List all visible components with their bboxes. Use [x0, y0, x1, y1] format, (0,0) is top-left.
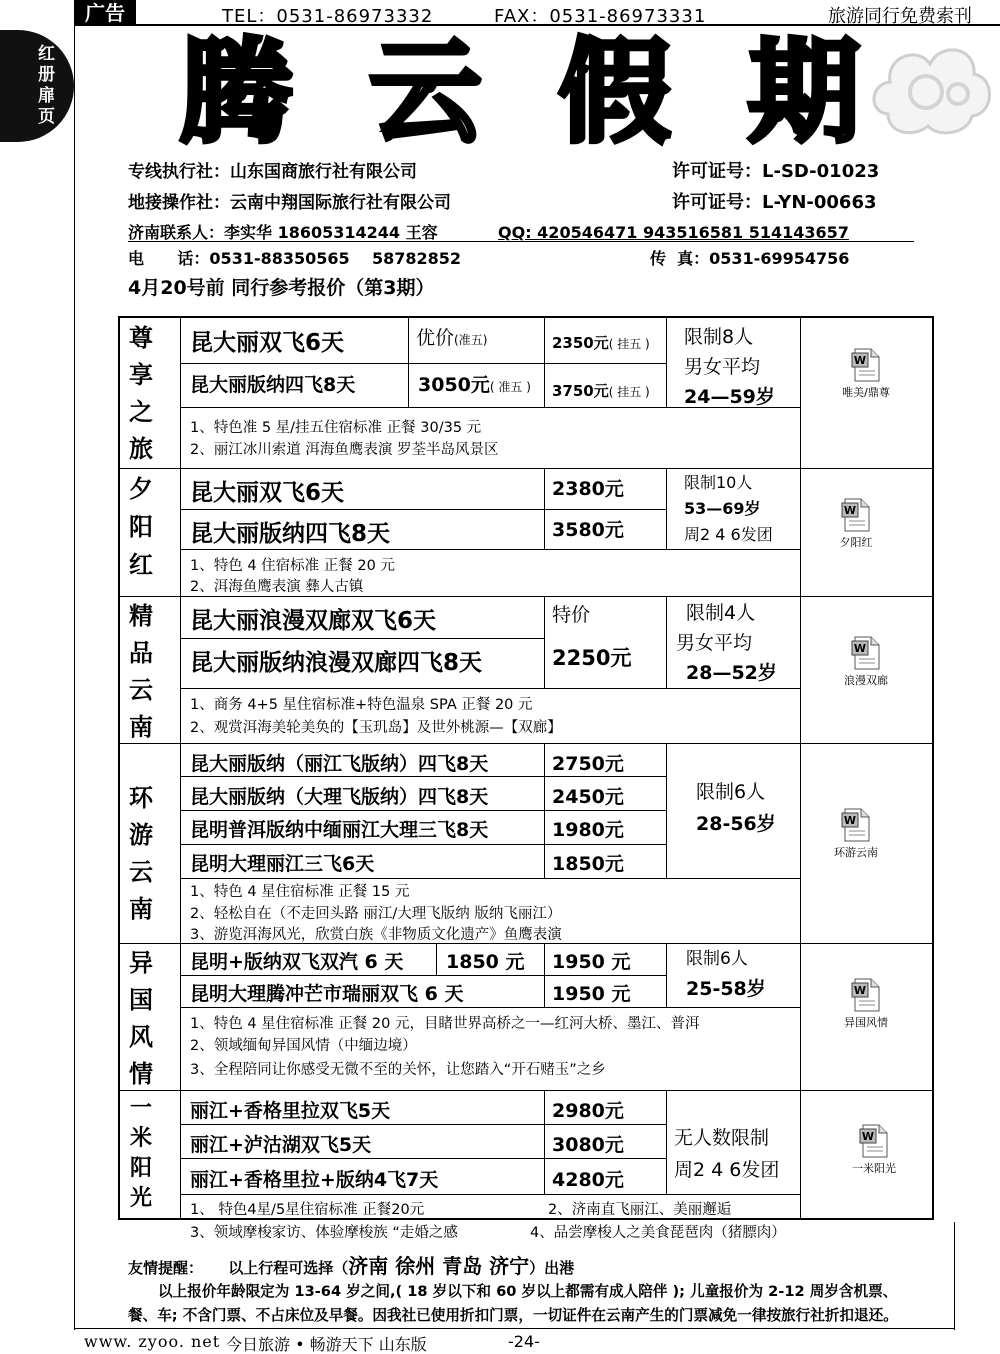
tips-cities: 济南 徐州 青岛 济宁	[348, 1254, 530, 1278]
row-line	[180, 1158, 666, 1159]
section-char: 异	[129, 949, 153, 977]
route: 昆大丽浪漫双廊双飞6天	[190, 608, 437, 634]
limit-line: 限制4人	[686, 602, 756, 624]
limit-line: 28—52岁	[686, 662, 777, 684]
note-line: 2、济南直飞丽江、美丽邂逅	[548, 1202, 732, 1218]
row-line	[180, 844, 666, 845]
route: 昆大丽双飞6天	[190, 480, 345, 506]
tips-text: ）出港	[529, 1259, 575, 1277]
side-tab	[0, 30, 74, 142]
ground-operator-line	[128, 192, 451, 214]
price: 2980元	[552, 1100, 624, 1122]
doc-label: 环游云南	[834, 846, 878, 859]
header-fax: FAX：0531-86973331	[494, 6, 707, 27]
row-line	[180, 509, 666, 510]
price-note: ( 准五 )	[489, 380, 531, 394]
tips-note: 餐、车; 不含门票、不占床位及早餐。因我社已使用折扣门票，一切证件在云南产生的门票减免一律按旅行社折扣退还。	[128, 1307, 898, 1324]
route: 昆大丽版纳（大理飞版纳）四飞8天	[190, 786, 489, 808]
tips-line	[128, 1250, 574, 1279]
col-line	[800, 318, 801, 1220]
section-char: 尊	[129, 324, 153, 352]
limit-line: 限制6人	[696, 781, 766, 803]
row-line	[180, 1007, 800, 1008]
svg-text:W: W	[861, 1130, 875, 1143]
word-doc-icon	[851, 978, 881, 1012]
word-doc-icon	[859, 1124, 889, 1158]
col-line	[180, 318, 181, 1220]
title-char: 云	[369, 28, 482, 158]
license-2	[672, 192, 877, 214]
license-label: 许可证号：	[672, 161, 762, 182]
svg-text:W: W	[853, 642, 867, 655]
operator-label: 专线执行社：	[128, 162, 230, 182]
tips-text: 以上行程可选择（	[228, 1259, 349, 1277]
price: 2450元	[552, 786, 624, 808]
price-note: (准五)	[454, 333, 488, 347]
divider	[128, 241, 914, 242]
section-char: 南	[129, 713, 153, 741]
price-value: 3050元	[418, 374, 490, 396]
limit-line: 男女平均	[684, 356, 761, 378]
word-doc-icon	[841, 808, 871, 842]
doc-attachment[interactable]	[806, 978, 926, 1030]
doc-label: 一米阳光	[852, 1162, 896, 1175]
section-char: 环	[129, 784, 153, 812]
section-char: 享	[129, 361, 153, 389]
doc-attachment[interactable]	[796, 498, 916, 550]
price: 3080元	[552, 1134, 624, 1156]
limit-line: 限制10人	[684, 473, 753, 492]
col-line	[544, 743, 545, 878]
route: 丽江+泸沽湖双飞5天	[190, 1134, 372, 1156]
limit-box	[676, 598, 777, 688]
price-label-text: 优价	[416, 327, 455, 349]
ground-value: 云南中翔国际旅行社有限公司	[230, 193, 451, 213]
note-line: 2、轻松自在（不走回头路 丽江/大理飞版纳 版纳飞丽江）	[190, 906, 562, 922]
section-char: 之	[129, 398, 153, 426]
col-line	[666, 318, 667, 407]
col-line	[436, 943, 437, 975]
footer	[74, 1328, 954, 1354]
license-value: L-SD-01023	[762, 161, 880, 182]
route: 昆明普洱版纳中缅丽江大理三飞8天	[190, 819, 489, 841]
section-char: 阳	[129, 1156, 152, 1181]
route: 昆明大理丽江三飞6天	[190, 853, 375, 875]
phone-line: 电 话：0531-88350565 58782852	[128, 249, 462, 268]
left-border	[74, 26, 75, 1330]
note-line: 4、品尝摩梭人之美食琵琶肉（猪膘肉）	[530, 1225, 786, 1241]
license-value: L-YN-00663	[762, 192, 877, 213]
route: 昆大丽版纳四飞8天	[190, 374, 356, 396]
limit-box	[674, 1122, 779, 1186]
price: 3580元	[552, 519, 624, 541]
route: 昆大丽版纳（丽江飞版纳）四飞8天	[190, 753, 489, 775]
limit-line: 男女平均	[676, 632, 753, 654]
section-1-title	[120, 320, 162, 468]
route: 昆大丽版纳四飞8天	[190, 521, 391, 547]
section-6-title	[120, 1094, 162, 1214]
section-char: 风	[129, 1023, 153, 1051]
row-line	[180, 810, 666, 811]
section-char: 品	[129, 639, 153, 667]
doc-attachment[interactable]	[796, 808, 916, 860]
row-line	[180, 363, 666, 364]
section-char: 阳	[129, 513, 153, 541]
word-doc-icon	[851, 636, 881, 670]
license-label: 许可证号：	[672, 192, 762, 213]
row-line	[180, 688, 800, 689]
limit-line: 53—69岁	[684, 499, 761, 518]
svg-text:W: W	[853, 354, 867, 367]
limit-line: 无人数限制	[674, 1127, 770, 1149]
doc-label: 唯美/鼎尊	[842, 386, 890, 399]
note-line: 2、丽江冰川索道 洱海鱼鹰表演 罗荃半岛风景区	[190, 442, 499, 458]
section-char: 红	[129, 551, 153, 579]
col-line	[544, 943, 545, 1007]
limit-line: 限制6人	[686, 949, 748, 969]
row-line	[180, 549, 800, 550]
section-char: 情	[129, 1060, 153, 1088]
price: 2380元	[552, 478, 624, 500]
limit-line: 周2 4 6发团	[674, 1159, 780, 1181]
limit-box	[686, 944, 766, 1004]
note-line: 1、 特色4星/5星住宿标准 正餐20元	[190, 1202, 425, 1218]
row-line	[180, 975, 666, 976]
note-line: 1、特色 4 星住宿标准 正餐 15 元	[190, 884, 410, 900]
price-table	[118, 316, 934, 1241]
limit-box	[684, 470, 773, 548]
svg-text:W: W	[843, 814, 857, 827]
contact-line: 济南联系人：李实华 18605314244 王容	[128, 223, 438, 242]
row-line	[180, 878, 800, 879]
right-border	[954, 1222, 955, 1330]
section-char: 云	[129, 676, 153, 704]
title-char: 假	[558, 28, 671, 158]
limit-line: 限制8人	[684, 326, 754, 348]
qq-line: QQ: 420546471 943516581 514143657	[498, 223, 849, 242]
section-5-title	[120, 945, 162, 1093]
doc-label: 异国风情	[844, 1016, 888, 1029]
note-line: 2、观赏洱海美轮美奂的【玉玑岛】及世外桃源—【双廊】	[190, 720, 562, 736]
route: 丽江+香格里拉双飞5天	[190, 1100, 391, 1122]
price-value: 2350元	[552, 334, 609, 352]
header-tel: TEL：0531-86973332	[222, 6, 434, 27]
section-char: 米	[129, 1126, 152, 1151]
row-line	[120, 468, 932, 469]
note-line: 2、洱海鱼鹰表演 彝人古镇	[190, 579, 364, 595]
doc-label: 夕阳红	[839, 536, 873, 549]
price: 1850 元	[446, 951, 525, 973]
section-4-title	[120, 780, 162, 928]
page-number: -24-	[508, 1332, 540, 1351]
price-label	[416, 323, 487, 350]
price: 4280元	[552, 1169, 624, 1191]
col-line	[544, 468, 545, 549]
operator-line	[128, 161, 417, 183]
section-char: 云	[129, 858, 153, 886]
row-line	[180, 1194, 800, 1195]
doc-attachment[interactable]	[806, 348, 926, 400]
note-line: 1、特色准 5 星/挂五住宿标准 正餐 30/35 元	[190, 420, 482, 436]
section-char: 南	[129, 895, 153, 923]
col-line	[666, 1090, 667, 1194]
price-label: 特价	[552, 604, 591, 626]
title-char: 腾	[180, 28, 292, 158]
section-char: 夕	[129, 475, 153, 503]
col-line	[666, 943, 667, 1007]
footer-slogan: 今日旅游 • 畅游天下 山东版	[226, 1335, 427, 1354]
side-tab-char: 红	[38, 44, 55, 64]
route: 昆大丽版纳浪漫双廊四飞8天	[190, 650, 483, 676]
note-line: 3、领域摩梭家访、体验摩梭族 “走婚之感	[190, 1225, 458, 1241]
note-line: 3、全程陪同让你感受无微不至的关怀，让您踏入“开石赌玉”之乡	[190, 1062, 606, 1078]
cloud-logo-icon	[868, 34, 996, 144]
section-2-title	[120, 470, 162, 584]
price: 1850元	[552, 853, 624, 875]
word-doc-icon	[841, 498, 871, 532]
section-char: 国	[129, 986, 153, 1014]
row-line	[120, 1090, 932, 1091]
row-line	[180, 638, 544, 639]
price-value: 3750元	[552, 382, 609, 400]
svg-text:W: W	[843, 504, 857, 517]
price: 1980元	[552, 819, 624, 841]
limit-line: 24—59岁	[684, 386, 775, 408]
tips-label: 友情提醒：	[128, 1259, 204, 1277]
side-tab-char: 册	[38, 65, 55, 85]
limit-line: 周2 4 6发团	[684, 525, 773, 544]
note-line: 1、商务 4+5 星住宿标准+特色温泉 SPA 正餐 20 元	[190, 697, 533, 713]
footer-site: www. zyoo. net	[84, 1332, 221, 1351]
col-line	[544, 318, 545, 407]
section-char: 游	[129, 821, 153, 849]
row-line	[180, 776, 666, 777]
price: 2250元	[552, 646, 632, 670]
page-title	[180, 28, 860, 158]
price: 1950 元	[552, 983, 631, 1005]
svg-text:W: W	[853, 984, 867, 997]
limit-line: 28-56岁	[696, 813, 776, 835]
note-line: 3、游览洱海风光，欣赏白族《非物质文化遗产》鱼鹰表演	[190, 927, 562, 943]
section-3-title	[120, 598, 162, 746]
period-line: 4月20号前 同行参考报价（第3期）	[128, 277, 435, 299]
price	[552, 380, 650, 401]
route: 昆明+版纳双飞双汽 6 天	[190, 951, 404, 973]
limit-box	[696, 776, 776, 840]
doc-label: 浪漫双廊	[844, 674, 888, 687]
note-line: 2、领域缅甸异国风情（中缅边境）	[190, 1038, 417, 1054]
section-char: 精	[129, 602, 153, 630]
price: 2750元	[552, 753, 624, 775]
operator-value: 山东国商旅行社有限公司	[230, 162, 417, 182]
side-tab-char: 扉	[38, 86, 55, 106]
price	[418, 370, 531, 397]
header-right-text: 旅游同行免费索刊	[828, 6, 972, 27]
doc-attachment[interactable]	[814, 1124, 934, 1176]
price-note: ( 挂五 )	[608, 337, 650, 351]
route: 丽江+香格里拉+版纳4飞7天	[190, 1169, 439, 1191]
side-tab-char: 页	[38, 107, 55, 127]
row-line	[120, 743, 932, 744]
section-char: 旅	[129, 435, 153, 463]
note-line: 1、特色 4 住宿标准 正餐 20 元	[190, 558, 395, 574]
limit-line: 25-58岁	[686, 978, 766, 1000]
col-line	[666, 468, 667, 549]
section-char: 光	[129, 1186, 152, 1211]
col-line	[408, 318, 409, 407]
price	[552, 332, 650, 353]
ad-tag: 广告	[74, 0, 136, 26]
col-line	[666, 596, 667, 688]
title-char: 期	[747, 28, 860, 158]
row-line	[120, 596, 932, 597]
route: 昆明大理腾冲芒市瑞丽双飞 6 天	[190, 983, 464, 1005]
row-line	[180, 1124, 666, 1125]
price: 1950 元	[552, 951, 631, 973]
limit-box	[684, 322, 775, 412]
col-line	[666, 743, 667, 878]
fax-line: 传 真：0531-69954756	[650, 249, 850, 268]
ground-label: 地接操作社：	[128, 193, 230, 213]
word-doc-icon	[851, 348, 881, 382]
doc-attachment[interactable]	[806, 636, 926, 688]
note-line: 1、特色 4 星住宿标准 正餐 20 元，目睹世界高桥之一—红河大桥、墨江、普洱	[190, 1016, 700, 1032]
section-char: 一	[129, 1096, 152, 1121]
tips-note: 以上报价年龄限定为 13-64 岁之间,( 18 岁以下和 60 岁以上都需有成人陪伴 ); 儿童报价为 2-12 周岁含机票、	[158, 1283, 898, 1300]
license-1	[672, 161, 879, 183]
route: 昆大丽双飞6天	[190, 330, 345, 356]
col-line	[544, 596, 545, 688]
col-line	[544, 1090, 545, 1194]
price-note: ( 挂五 )	[608, 385, 650, 399]
